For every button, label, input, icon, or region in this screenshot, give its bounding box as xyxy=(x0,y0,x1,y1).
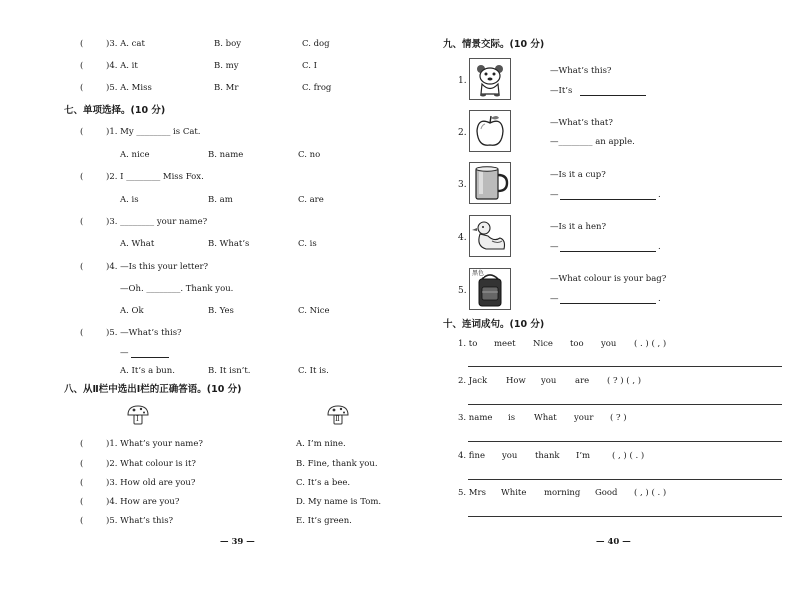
period: . xyxy=(658,242,661,252)
option-a: A. Ok xyxy=(120,306,144,316)
mushroom-icon xyxy=(126,404,150,426)
apple-icon xyxy=(469,110,511,152)
answer-option: A. I’m nine. xyxy=(296,439,346,449)
punctuation-hint: ( , ) ( . ) xyxy=(634,488,667,498)
option-b: B. Mr xyxy=(214,83,239,93)
paren-open: ( xyxy=(80,478,84,488)
question-text: )3. A. cat xyxy=(106,39,145,49)
bear-icon xyxy=(469,58,511,100)
question-text: )4. A. it xyxy=(106,61,138,71)
word: 3. name xyxy=(458,413,493,423)
dialog-question: —Is it a cup? xyxy=(550,170,606,180)
punctuation-hint: ( , ) ( . ) xyxy=(612,451,645,461)
word: 1. to xyxy=(458,339,478,349)
word: meet xyxy=(494,339,516,349)
paren-open: ( xyxy=(80,39,84,49)
option-c: C. Nice xyxy=(298,306,330,316)
dialog-question: —What colour is your bag? xyxy=(550,274,667,284)
cup-icon xyxy=(469,162,511,204)
answer-blank[interactable] xyxy=(560,295,656,304)
page-number: — 39 — xyxy=(220,537,255,547)
question-text: )2. I ________ Miss Fox. xyxy=(106,172,204,182)
answer-line[interactable] xyxy=(468,366,782,367)
answer-option: D. My name is Tom. xyxy=(296,497,382,507)
question-text: )5. —What’s this? xyxy=(106,328,182,338)
answer-blank[interactable] xyxy=(580,87,646,96)
dialog-answer: — xyxy=(550,242,559,252)
option-c: C. dog xyxy=(302,39,330,49)
color-tag: 黑色 xyxy=(472,270,485,277)
word: 5. Mrs xyxy=(458,488,486,498)
answer-option: C. It’s a bee. xyxy=(296,478,351,488)
word: How xyxy=(506,376,526,386)
option-c: C. is xyxy=(298,239,317,249)
paren-open: ( xyxy=(80,127,84,137)
option-b: B. It isn’t. xyxy=(208,366,251,376)
period: . xyxy=(658,190,661,200)
word: What xyxy=(534,413,557,423)
paren-open: ( xyxy=(80,328,84,338)
paren-open: ( xyxy=(80,439,84,449)
dialog-answer: — xyxy=(550,294,559,304)
dialog-answer: —________ an apple. xyxy=(550,137,635,147)
paren-open: ( xyxy=(80,172,84,182)
item-number: 3. xyxy=(458,180,467,190)
question-text: )2. What colour is it? xyxy=(106,459,196,469)
option-c: C. I xyxy=(302,61,317,71)
word: you xyxy=(502,451,518,461)
answer-line[interactable] xyxy=(468,404,782,405)
word: 4. fine xyxy=(458,451,485,461)
word: morning xyxy=(544,488,581,498)
item-number: 1. xyxy=(458,76,467,86)
answer-blank[interactable] xyxy=(560,243,656,252)
word: is xyxy=(508,413,516,423)
option-a: A. It’s a bun. xyxy=(120,366,175,376)
section-9-title: 九、情景交际。(10 分) xyxy=(443,39,545,50)
dialog-answer: — xyxy=(550,190,559,200)
option-c: C. are xyxy=(298,195,324,205)
word: your xyxy=(574,413,594,423)
word: White xyxy=(501,488,527,498)
section-10-title: 十、连词成句。(10 分) xyxy=(443,319,545,330)
right-page xyxy=(400,0,800,592)
punctuation-hint: ( ? ) xyxy=(610,413,627,423)
word: thank xyxy=(535,451,560,461)
option-a: A. nice xyxy=(120,150,150,160)
word: you xyxy=(541,376,557,386)
question-text: )5. What’s this? xyxy=(106,516,174,526)
answer-line[interactable] xyxy=(468,441,782,442)
paren-open: ( xyxy=(80,497,84,507)
option-c: C. It is. xyxy=(298,366,329,376)
option-a: A. is xyxy=(120,195,139,205)
mushroom-icon xyxy=(326,404,350,426)
word: too xyxy=(570,339,584,349)
paren-open: ( xyxy=(80,61,84,71)
period: . xyxy=(658,294,661,304)
column-2-label: Ⅱ xyxy=(335,415,340,423)
bag-icon xyxy=(469,268,511,310)
option-b: B. am xyxy=(208,195,233,205)
question-text: )5. A. Miss xyxy=(106,83,152,93)
answer-line[interactable] xyxy=(468,516,782,517)
answer-blank[interactable] xyxy=(131,349,169,358)
option-c: C. no xyxy=(298,150,321,160)
word: Good xyxy=(595,488,618,498)
duck-icon xyxy=(469,215,511,257)
item-number: 4. xyxy=(458,233,467,243)
option-b: B. What’s xyxy=(208,239,250,249)
question-reply: — xyxy=(120,348,129,358)
option-b: B. name xyxy=(208,150,244,160)
section-7-title: 七、单项选择。(10 分) xyxy=(64,105,166,116)
item-number: 2. xyxy=(458,128,467,138)
page-number: — 40 — xyxy=(596,537,631,547)
question-text: )1. My ________ is Cat. xyxy=(106,127,201,137)
paren-open: ( xyxy=(80,83,84,93)
punctuation-hint: ( ? ) ( , ) xyxy=(607,376,642,386)
dialog-answer: —It’s xyxy=(550,86,573,96)
answer-blank[interactable] xyxy=(560,191,656,200)
punctuation-hint: ( . ) ( , ) xyxy=(634,339,667,349)
paren-open: ( xyxy=(80,217,84,227)
word: are xyxy=(575,376,590,386)
section-8-title: 八、从Ⅱ栏中选出Ⅰ栏的正确答语。(10 分) xyxy=(64,384,242,395)
answer-option: B. Fine, thank you. xyxy=(296,459,378,469)
column-1-label: Ⅰ xyxy=(136,415,139,423)
question-text: )3. How old are you? xyxy=(106,478,196,488)
question-text: )1. What’s your name? xyxy=(106,439,203,449)
answer-line[interactable] xyxy=(468,479,782,480)
question-text: )4. How are you? xyxy=(106,497,180,507)
dialog-question: —Is it a hen? xyxy=(550,222,607,232)
answer-option: E. It’s green. xyxy=(296,516,352,526)
paren-open: ( xyxy=(80,262,84,272)
item-number: 5. xyxy=(458,286,467,296)
word: Nice xyxy=(533,339,553,349)
option-b: B. boy xyxy=(214,39,242,49)
question-text: )3. ________ your name? xyxy=(106,217,208,227)
option-b: B. Yes xyxy=(208,306,234,316)
word: 2. Jack xyxy=(458,376,488,386)
dialog-question: —What’s that? xyxy=(550,118,613,128)
word: I’m xyxy=(576,451,591,461)
question-text: )4. —Is this your letter? xyxy=(106,262,209,272)
word: you xyxy=(601,339,617,349)
option-c: C. frog xyxy=(302,83,332,93)
option-b: B. my xyxy=(214,61,239,71)
paren-open: ( xyxy=(80,459,84,469)
question-reply: —Oh. ________. Thank you. xyxy=(120,284,234,294)
option-a: A. What xyxy=(120,239,155,249)
dialog-question: —What’s this? xyxy=(550,66,612,76)
paren-open: ( xyxy=(80,516,84,526)
